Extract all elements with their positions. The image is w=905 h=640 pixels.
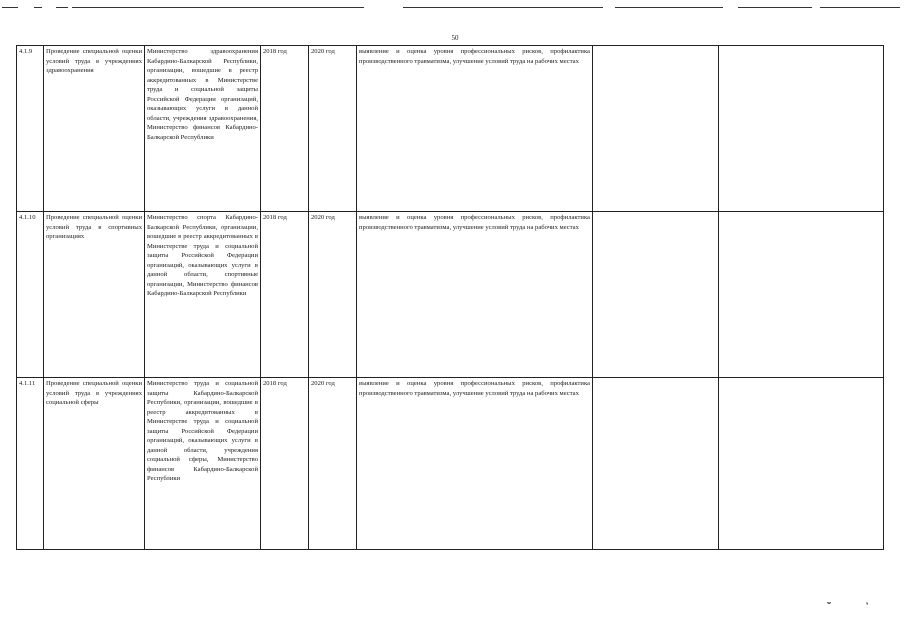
measure-cell: Проведение специальной оценки условий труда в учреждениях социальной сферы <box>44 378 145 550</box>
result-cell: выявление и оценка уровня профессиональных рисков, профилактика производственного травматизма, улучшение условий труда на рабочих местах <box>357 378 593 550</box>
table-row <box>17 378 884 550</box>
executors-cell: Министерство здравоохранения Кабардино-Балкарской Республики, организации, вошедшие в реестр аккредитованных в Министерстве труда и социальной защиты Российской Федерации организаций, оказывающих услуги в данной области, учреждения здравоохранения, Министерство финансов Кабардино-Балкарской Республики <box>145 46 261 212</box>
header-rule-4 <box>72 7 364 8</box>
end-year-cell: 2020 год <box>309 378 357 550</box>
footer-mark: ᴗ <box>827 597 831 606</box>
executors-cell: Министерство труда и социальной защиты Кабардино-Балкарской Республики, организации, вошедшие в реестр аккредитованных в Министерстве труда и социальной защиты Российской Федерации организаций, оказывающих услуги в данной области, учреждения социальной сферы, Министерство финансов Кабардино-Балкарской Республики <box>145 378 261 550</box>
header-rule-8 <box>820 7 900 8</box>
executors-cell: Министерство спорта Кабардино-Балкарской Республики, организации, вошедшие в реестр аккредитованных в Министерстве труда и социальной защиты Российской Федерации организаций, оказывающих услуги в данной области, спортивные организации, Министерство финансов Кабардино-Балкарской Республики <box>145 212 261 378</box>
header-rule-5 <box>403 7 603 8</box>
page-number: 50 <box>451 34 459 42</box>
empty-cell <box>593 46 719 212</box>
header-rule-7 <box>738 7 812 8</box>
end-year-cell: 2020 год <box>309 212 357 378</box>
start-year-cell: 2018 год <box>261 46 309 212</box>
empty-cell <box>719 212 884 378</box>
empty-cell <box>719 378 884 550</box>
start-year-cell: 2018 год <box>261 212 309 378</box>
item-number: 4.1.11 <box>17 378 44 550</box>
empty-cell <box>719 46 884 212</box>
result-cell: выявление и оценка уровня профессиональных рисков, профилактика производственного травматизма, улучшение условий труда на рабочих местах <box>357 46 593 212</box>
item-number: 4.1.10 <box>17 212 44 378</box>
empty-cell <box>593 378 719 550</box>
measure-cell: Проведение специальной оценки условий труда в учреждениях здравоохранения <box>44 46 145 212</box>
header-rule-6 <box>615 7 723 8</box>
item-number: 4.1.9 <box>17 46 44 212</box>
result-cell: выявление и оценка уровня профессиональных рисков, профилактика производственного травматизма, улучшение условий труда на рабочих местах <box>357 212 593 378</box>
header-rule-2 <box>34 7 42 8</box>
empty-cell <box>593 212 719 378</box>
end-year-cell: 2020 год <box>309 46 357 212</box>
measure-cell: Проведение специальной оценки условий труда в спортивных организациях <box>44 212 145 378</box>
header-rule-3 <box>56 7 68 8</box>
start-year-cell: 2018 год <box>261 378 309 550</box>
measures-table <box>16 45 884 550</box>
table-row <box>17 212 884 378</box>
table-row <box>17 46 884 212</box>
header-rule-1 <box>2 7 18 8</box>
footer-mark: ₓ <box>866 597 869 606</box>
